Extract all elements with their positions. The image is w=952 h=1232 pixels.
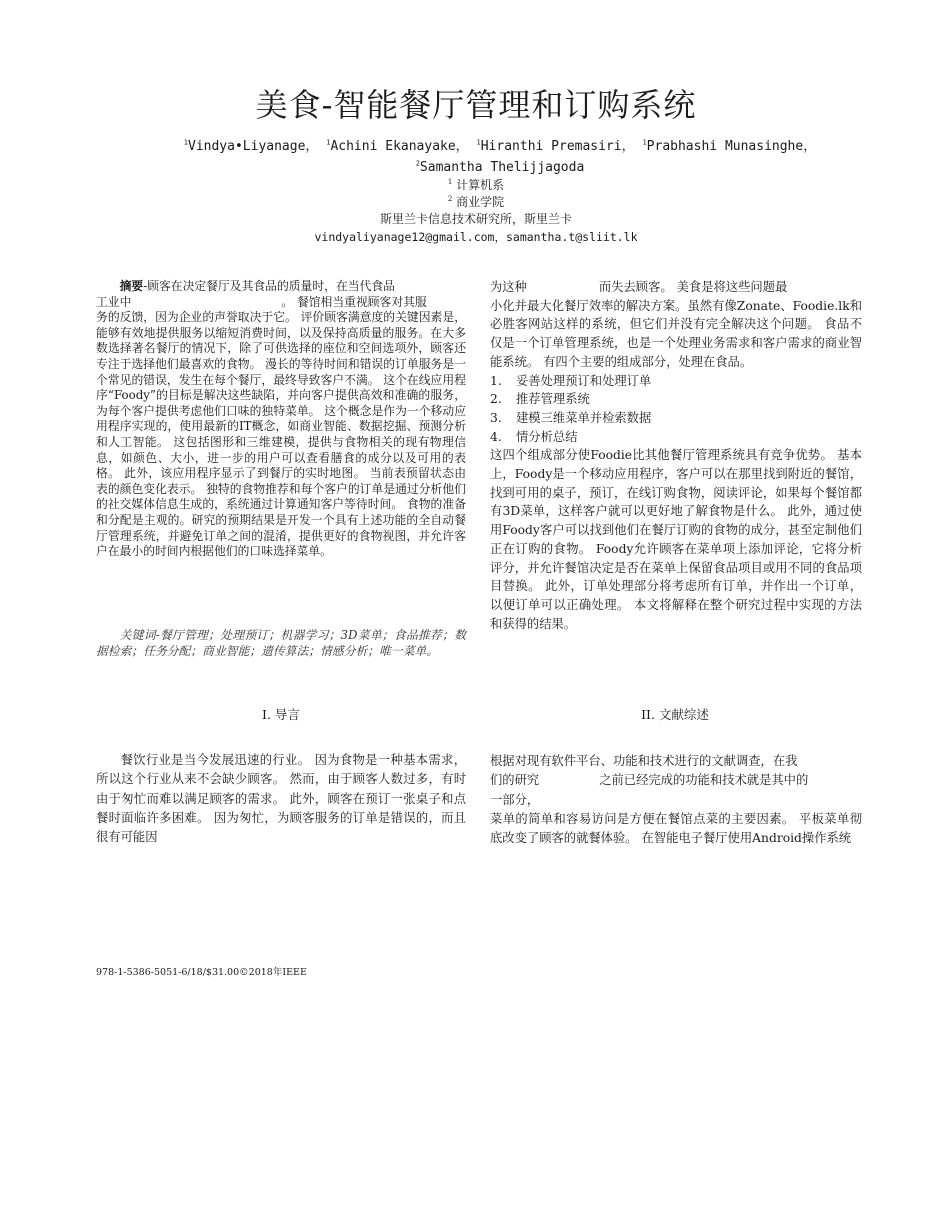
keywords-text: 关键词-餐厅管理；处理预订；机器学习；3D菜单；食品推荐；数据检索；任务分配；商业智能；遗传算法；情感分析；唯一菜单。 [96,628,466,658]
author-line-2 [120,157,880,178]
author-name: Achini Ekanayake， [330,139,469,154]
section-2-line-3: 一部分， [490,792,540,807]
abstract [96,279,466,560]
section-1-text: 餐饮行业是当今发展迅速的行业。 因为食物是一种基本需求，所以这个行业从来不会缺少顾客。 然而，由于顾客人数过多，有时由于匆忙而难以满足顾客的需求。 此外，顾客在预订一张桌子和点餐时面临许多困难。 因为匆忙，为顾客服务的订单是错误的，而且很有可能因 [96,753,466,845]
author-name: Samantha Thelijjagoda [419,160,585,175]
author-sup: 1 [476,138,481,147]
intro-after-list: 这四个组成部分使Foodie比其他餐厅管理系统具有竞争优势。 基本上，Foody是一个移动应用程序，客户可以在那里找到附近的餐馆，找到可用的桌子，预订，在线订购食物，阅读评论，如果每个餐馆都有3D菜单，这样客户就可以更好地了解食物是什么。 此外，通过使用Foody客户可以找到他们在餐厅订购的食物的成分，甚至定制他们正在订购的食物。 Foody允许顾客在菜单项上添加评论，它将分析评分，并允许餐馆决定是否在菜单上保留食品项目或用不同的食品项目替换。 此外，订单处理部分将考虑所有订单，并作出一个订单，以便订单可以正确处理。 本文将解释在整个研究过程中实现的方法和获得的结果。 [490,448,862,631]
section-2-line-1: 根据对现有软件平台、功能和技术进行的文献调查，在我 [490,754,798,768]
author-sup: 1 [183,138,188,147]
author-name: Hiranthi Premasiri， [480,139,635,154]
affiliation-dept-2: $^2$ 商业学院 [447,195,505,209]
affiliation-dept-1: $^1$ 计算机系 [447,178,505,192]
abstract-line-2: 工业中 。 餐馆相当重视顾客对其服 [96,294,427,309]
section-2-line-2: 们的研究 之前已经完成的功能和技术就是其中的 [490,773,809,788]
author-name: Prabhashi Munasinghe， [646,139,817,154]
list-item: 1. 妥善处理预订和处理订单 [490,373,652,388]
author-sup: 2 [415,159,420,168]
keywords [96,628,466,659]
list-item: 2. 推荐管理系统 [490,392,590,407]
intro-continued [490,278,862,633]
affiliation-institute: 斯里兰卡信息技术研究所，斯里兰卡 [379,212,572,226]
abstract-label: 摘要 [119,279,144,293]
abstract-line-1: 摘要-顾客在决定餐厅及其食品的质量时，在当代食品 [119,279,395,293]
author-name: Vindya•Liyanage， [188,139,319,154]
intro-line-1: 为这种 而失去顾客。 美食是将这些问题最 [490,280,788,294]
author-list [120,136,880,178]
paper-title: 美食-智能餐厅管理和订购系统 [255,86,697,124]
section-2-body [490,752,862,848]
copyright-footer: 978-1-5386-5051-6/18/$31.00©2018年IEEE [96,967,307,978]
intro-body: 小化并最大化餐厅效率的解决方案。虽然有像Zonate、Foodie.lk和必胜客网站这样的系统，但它们并没有完全解决这个问题。 食品不仅是一个订单管理系统，也是一个处理业务需求和客户需求的商业智能系统。 有四个主要的组成部分，处理在食品。 [490,298,862,369]
section-heading-literature: II. 文献综述 [641,707,709,722]
author-sup: 1 [326,138,331,147]
list-item: 4. 情分析总结 [490,429,578,444]
section-1-body [96,751,466,847]
section-2-para-2: 菜单的简单和容易访问是方便在餐馆点菜的主要因素。 平板菜单彻底改变了顾客的就餐体验。 在智能电子餐厅使用Android操作系统 [490,811,862,846]
list-item: 3. 建模三维菜单并检索数据 [490,410,652,425]
author-emails: vindyaliyanage12@gmail.com，samantha.t@sliit.lk [314,230,638,244]
author-line-1 [120,136,880,157]
author-sup: 1 [642,138,647,147]
abstract-body: 务的反馈，因为企业的声誉取决于它。 评价顾客满意度的关键因素是，能够有效地提供服务以缩短消费时间，以及保持高质量的服务。在大多数选择著名餐厅的情况下，除了可供选择的座位和空间选项外，顾客还专注于选择他们最喜欢的食物。 漫长的等待时间和错误的订单服务是一个常见的错误，发生在每个餐厅，最终导致客户不满。 这个在线应用程序“Foody”的目标是解决这些缺陷，并向客户提供高效和准确的服务，为每个客户提供考虑他们口味的独特菜单。 这个概念是作为一个移动应用程序实现的，使用最新的IT概念，如商业智能、数据挖掘、预测分析和人工智能。 这包括图形和三维建模，提供与食物相关的现有物理信息，如颜色、大小，进一步的用户可以查看膳食的成分以及可用的表格。 此外，该应用程序显示了到餐厅的实时地图。 当前表预留状态由表的颜色变化表示。 独特的食物推荐和每个客户的订单是通过分析他们的社交媒体信息生成的，系统通过计算通知客户等待时间。 食物的准备和分配是主观的。研究的预期结果是开发一个具有上述功能的全自动餐厅管理系统，并避免订单之间的混淆，提供更好的食物视图，并允许客户在最小的时间内根据他们的口味选择菜单。 [96,310,466,559]
section-heading-introduction: I. 导言 [262,707,300,722]
